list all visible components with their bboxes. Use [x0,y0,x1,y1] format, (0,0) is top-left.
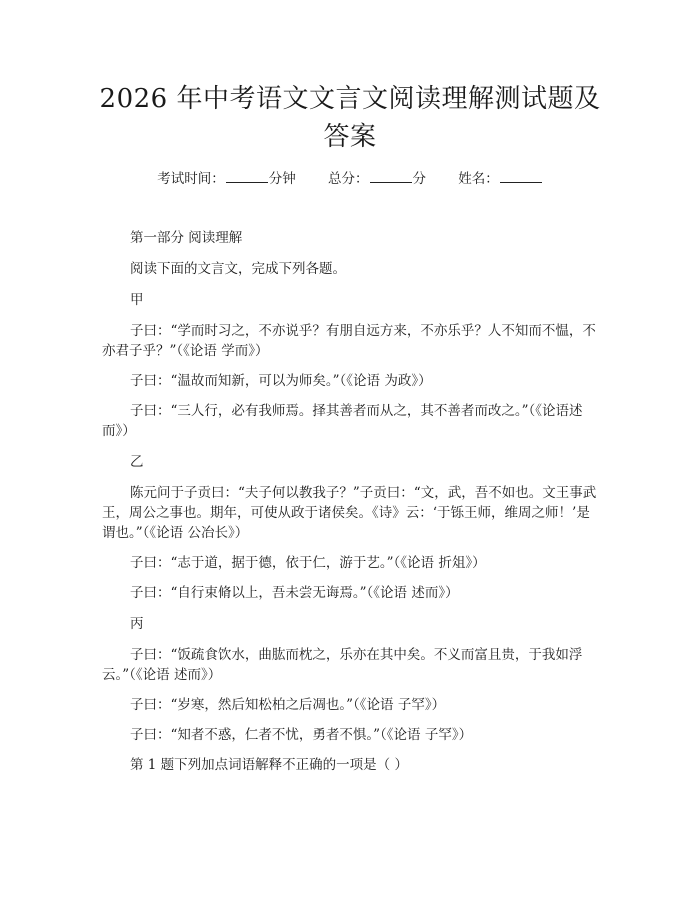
student-name-blank [500,168,542,183]
exam-time [157,171,296,187]
passage-jia-3: 子曰：“三人行，必有我师焉。择其善者而从之，其不善者而改之。”（《论语述而》） [102,403,583,439]
reading-instruction: 阅读下面的文言文，完成下列各题。 [130,261,346,277]
total-score-unit: 分 [412,171,426,187]
passage-bing-1: 子曰：“饭疏食饮水，曲肱而枕之，乐亦在其中矣。不义而富且贵，于我如浮云。”（《论语 述而》） [102,647,583,683]
passage-bing-3: 子曰：“知者不惑，仁者不忧，勇者不惧。”（《论语 子罕》） [130,727,473,743]
passage-jia-1: 子曰：“学而时习之，不亦说乎？有朋自远方来，不亦乐乎？人不知而不愠，不亦君子乎？”（《论语 学而》） [102,323,596,359]
question-1: 第 1 题下列加点词语解释不正确的一项是（ ） [130,757,408,773]
document-title: 2026 年中考语文文言文阅读理解测试题及答案 [99,84,601,152]
passage-yi-3: 子曰：“自行束脩以上，吾未尝无诲焉。”（《论语 述而》） [130,585,459,601]
passage-yi-1: 陈元问于子贡曰：“夫子何以教我子？”子贡曰：“文，武，吾不如也。文王事武王，周公之事也。期年，可使从政于诸侯矣。《诗》云：‘于铄王师，维周之师！’是谓也。”（《论语 公冶长》） [102,485,597,541]
exam-time-unit: 分钟 [268,171,296,187]
total-score [328,171,426,187]
total-score-label: 总分： [328,171,369,187]
student-name [458,171,543,187]
part-label-bing: 丙 [130,616,144,632]
part-label-yi: 乙 [130,454,144,470]
passage-bing-2: 子曰：“岁寒，然后知松柏之后凋也。”（《论语 子罕》） [130,697,446,713]
document-body [102,228,598,775]
exam-time-label: 考试时间： [157,171,225,187]
passage-yi-2: 子曰：“志于道，据于德，依于仁，游于艺。”（《论语 折俎》） [130,555,486,571]
passage-jia-2: 子曰：“温故而知新，可以为师矣。”（《论语 为政》） [130,373,432,389]
student-name-label: 姓名： [458,171,499,187]
section-heading: 第一部分 阅读理解 [130,230,243,246]
exam-time-blank [226,168,268,183]
total-score-blank [370,168,412,183]
part-label-jia: 甲 [130,292,144,308]
exam-info-line [0,168,700,189]
